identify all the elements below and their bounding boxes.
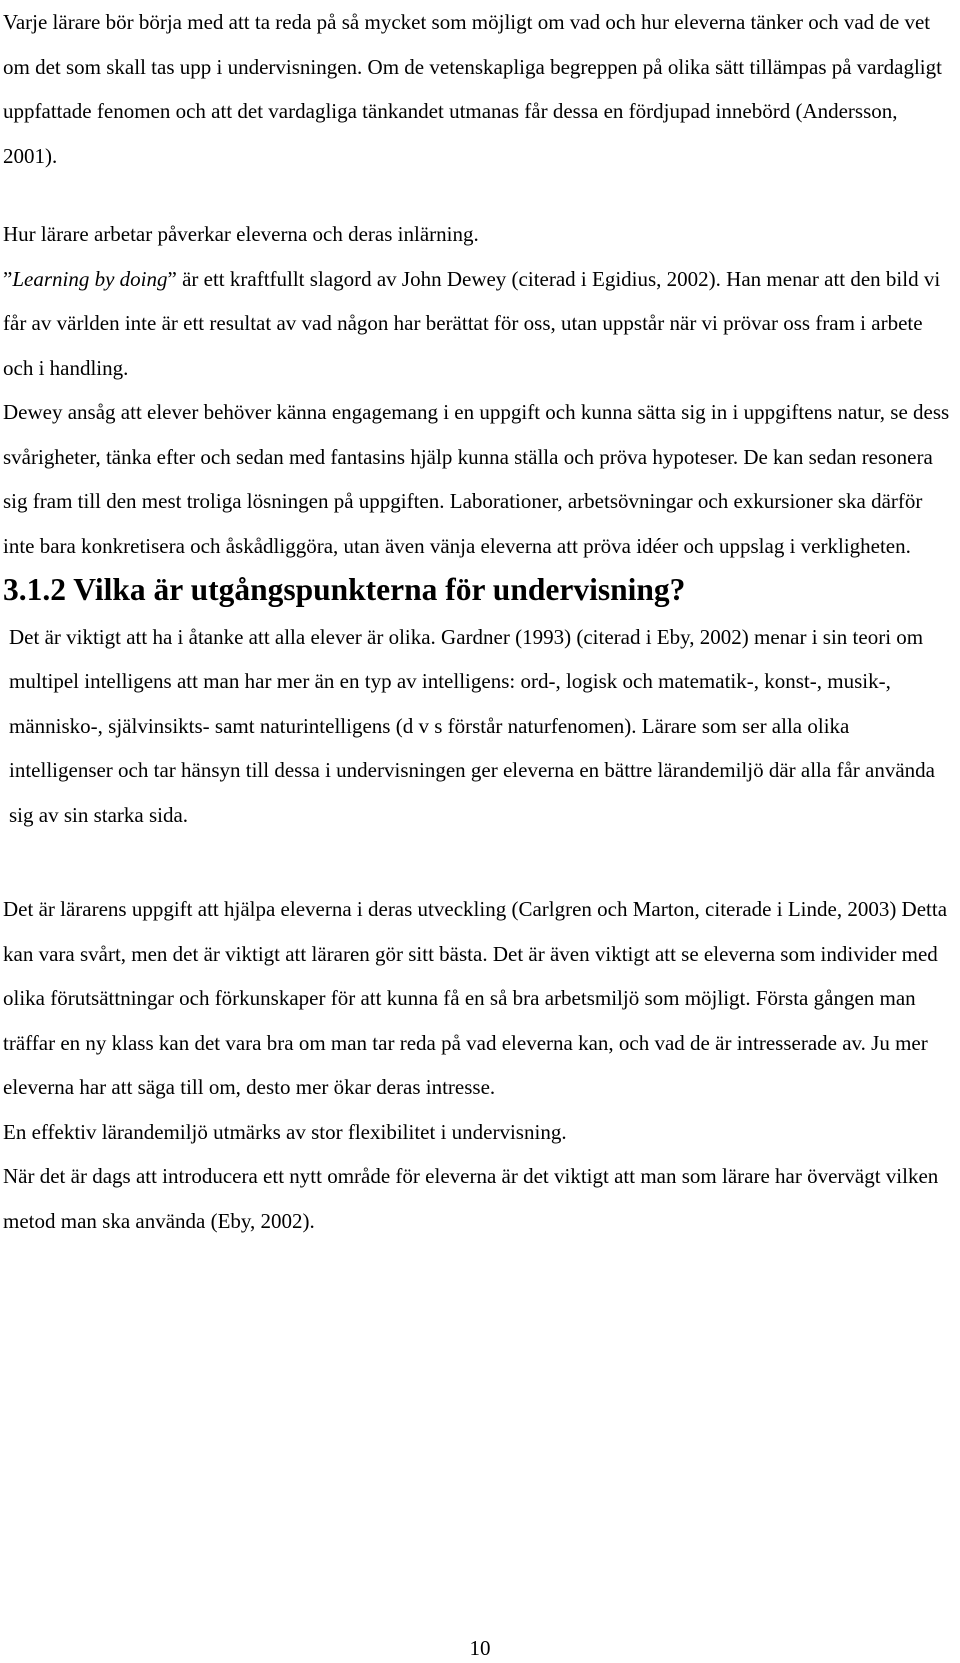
- dewey-citation-text: är ett kraftfullt slagord av John Dewey (citerad i Egidius, 2002). Han menar att den bild vi får av världen inte är ett resultat av vad någon har berättat för oss, utan uppstår när vi prövar oss fram i arbete och i handling.: [3, 266, 941, 380]
- paragraph-learning-by-doing: [3, 257, 953, 391]
- paragraph-method-choice: När det är dags att introducera ett nytt område för eleverna är det viktigt att man som lärare har övervägt vilken metod man ska använda (Eby, 2002).: [3, 1164, 939, 1233]
- paragraph-teacher-work: Hur lärare arbetar påverkar eleverna och deras inlärning.: [3, 222, 479, 246]
- quote-open: ”: [3, 266, 13, 291]
- document-page: [3, 0, 953, 1243]
- paragraph-multiple-intelligence: Det är viktigt att ha i åtanke att alla elever är olika. Gardner (1993) (citerad i Eby, 2002) menar i sin teori om multipel intelligens att man har mer än en typ av intelligens: ord-, logisk och matematik-, konst-, musik-, människo-, självinsikts- samt naturintelligens (d v s förstår naturfenomen). Lärare som ser alla olika intelligenser och tar hänsyn till dessa i undervisningen ger eleverna en bättre lärandemiljö där alla får använda sig av sin starka sida.: [9, 624, 935, 827]
- learning-by-doing-phrase: Learning by doing: [12, 266, 168, 291]
- quote-close: ”: [167, 266, 177, 291]
- paragraph-dewey-engagement: Dewey ansåg att elever behöver känna engagemang i en uppgift och kunna sätta sig in i uppgiftens natur, se dess svårigheter, tänka efter och sedan med fantasins hjälp kunna ställa och pröva hypoteser. De kan sedan resonera sig fram till den mest troliga lösningen på uppgiften. Laborationer, arbetsövningar och exkursioner ska därför inte bara konkretisera och åskådliggöra, utan även vänja eleverna att pröva idéer och uppslag i verkligheten.: [3, 400, 950, 558]
- paragraph-teacher-task: Det är lärarens uppgift att hjälpa eleverna i deras utveckling (Carlgren och Marton, citerade i Linde, 2003) Detta kan vara svårt, men det är viktigt att läraren gör sitt bästa. Det är även viktigt att se eleverna som individer med olika förutsättningar och förkunskaper för att kunna få en så bra arbetsmiljö som möjligt. Första gången man träffar en ny klass kan det vara bra om man tar reda på vad eleverna kan, och vad de är intresserade av. Ju mer eleverna har att säga till om, desto mer ökar deras intresse.: [3, 897, 948, 1099]
- section-heading: 3.1.2 Vilka är utgångspunkterna för undervisning?: [3, 572, 686, 607]
- page-number: 10: [469, 1636, 491, 1660]
- paragraph-learning-environment: En effektiv lärandemiljö utmärks av stor flexibilitet i undervisning.: [3, 1119, 567, 1144]
- paragraph-teacher-knowledge: Varje lärare bör börja med att ta reda på så mycket som möjligt om vad och hur eleverna tänker och vad de vet om det som skall tas upp i undervisningen. Om de vetenskapliga begreppen på olika sätt tillämpas på vardagligt uppfattade fenomen och att det vardagliga tänkandet utmanas får dessa en fördjupad innebörd (Andersson, 2001).: [3, 10, 942, 168]
